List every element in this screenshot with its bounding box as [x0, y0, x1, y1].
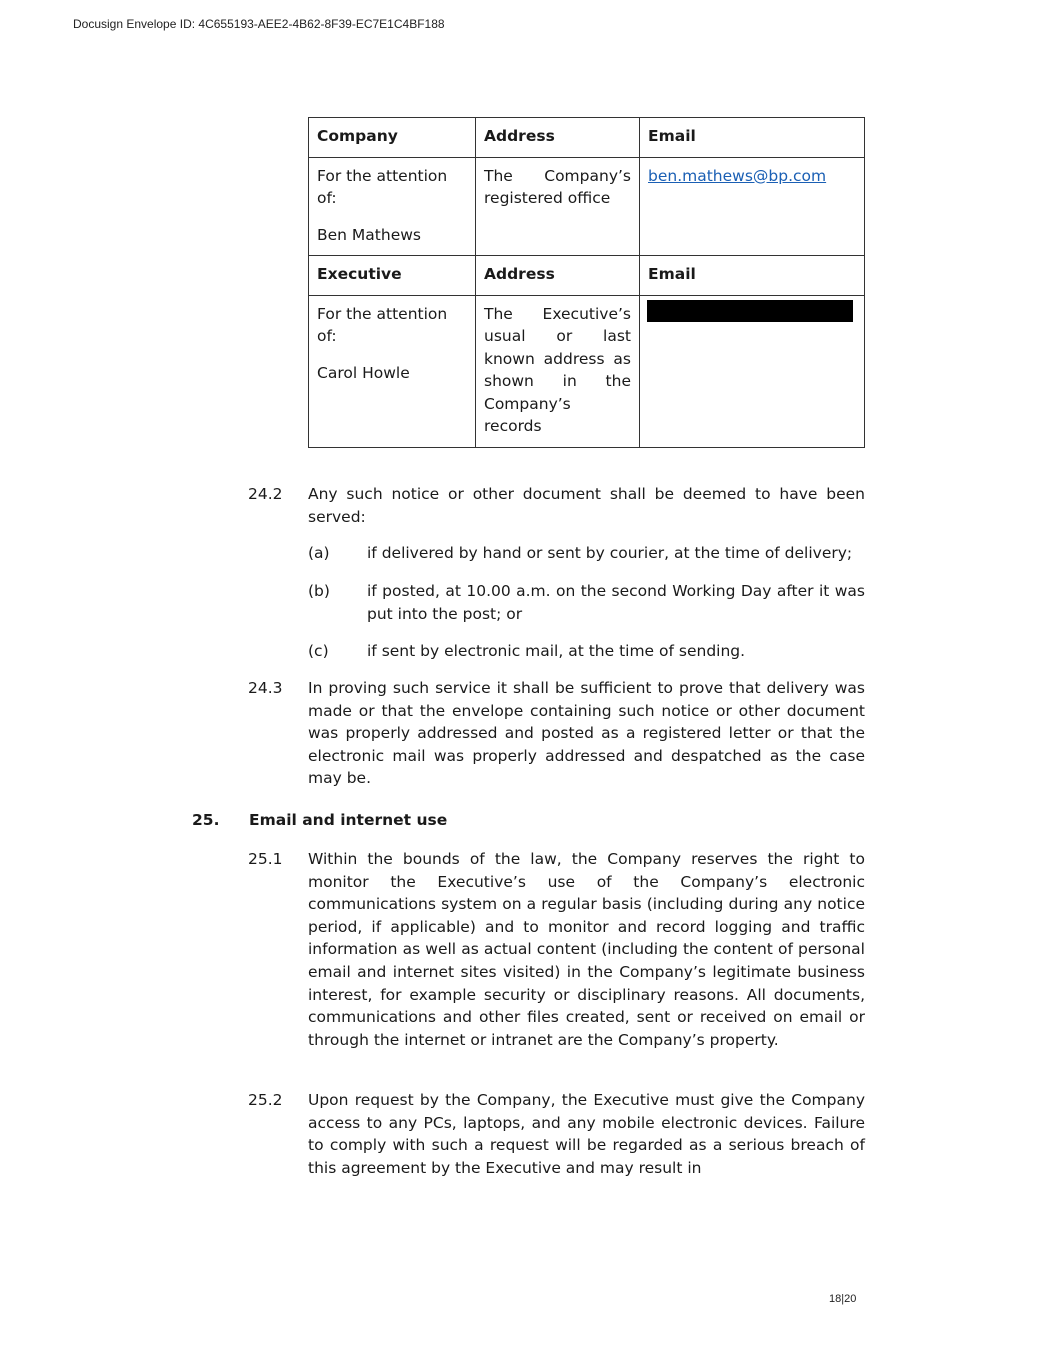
header-executive: Executive: [309, 256, 476, 296]
item-text: if posted, at 10.00 a.m. on the second Working Day after it was put into the post; or: [367, 582, 865, 623]
clause-number: 24.2: [248, 485, 283, 503]
company-email-cell: [640, 157, 865, 256]
clause-text: Upon request by the Company, the Executive must give the Company access to any PCs, laptops, and any mobile electronic devices. Failure to comply with such a request will be regarded as a serious breach of this agreement by the Executive and may result in: [308, 1091, 865, 1177]
executive-attention-cell: [309, 295, 476, 447]
notice-contact-table: [308, 117, 865, 448]
item-text: if sent by electronic mail, at the time of sending.: [367, 642, 746, 660]
company-contact-name: Ben Mathews: [317, 225, 421, 244]
header-email: Email: [640, 256, 865, 296]
header-email: Email: [640, 118, 865, 158]
header-address: Address: [476, 256, 640, 296]
table-row: [309, 295, 865, 447]
page-number: 18|20: [829, 1293, 857, 1305]
docusign-envelope-id: Docusign Envelope ID: 4C655193-AEE2-4B62-8F39-EC7E1C4BF188: [73, 17, 445, 31]
header-address: Address: [476, 118, 640, 158]
executive-email-cell: [640, 295, 865, 447]
table-row: [309, 157, 865, 256]
table-header-row: [309, 256, 865, 296]
item-text: if delivered by hand or sent by courier, at the time of delivery;: [367, 544, 853, 562]
table-header-row: [309, 118, 865, 158]
executive-address-cell: The Executive’s usual or last known address as shown in the Company’s records: [476, 295, 640, 447]
company-email-link[interactable]: ben.mathews@bp.com: [648, 166, 827, 185]
executive-contact-name: Carol Howle: [317, 363, 410, 382]
section-title: Email and internet use: [249, 811, 448, 829]
clause-text: In proving such service it shall be sufficient to prove that delivery was made or that the envelope containing such notice or other document was properly addressed and posted as a registered letter or that the electronic mail was properly addressed and despatched as the case may be.: [308, 679, 865, 788]
clause-text: Any such notice or other document shall be deemed to have been served:: [308, 485, 865, 526]
header-company: Company: [309, 118, 476, 158]
company-address-cell: The Company’s registered office: [476, 157, 640, 256]
clause-number: 24.3: [248, 679, 283, 697]
redaction-bar: [647, 300, 853, 322]
clause-number: 25.2: [248, 1091, 283, 1109]
company-attention-cell: [309, 157, 476, 256]
section-number: 25.: [192, 811, 220, 829]
item-label: (c): [308, 642, 329, 660]
attention-label: For the attention of:: [317, 166, 448, 207]
item-label: (a): [308, 544, 330, 562]
clause-text: Within the bounds of the law, the Company reserves the right to monitor the Executive’s use of the Company’s electronic communications system on a regular basis (including during any notice period, if applicable) and to monitor and record logging and traffic information as well as actual content (including the content of personal email and internet sites visited) in the Company’s legitimate business interest, for example security or disciplinary reasons. All documents, communications and other files created, sent or received on email or through the internet or intranet are the Company’s property.: [308, 850, 865, 1049]
clause-number: 25.1: [248, 850, 283, 868]
attention-label: For the attention of:: [317, 304, 448, 345]
item-label: (b): [308, 582, 330, 600]
